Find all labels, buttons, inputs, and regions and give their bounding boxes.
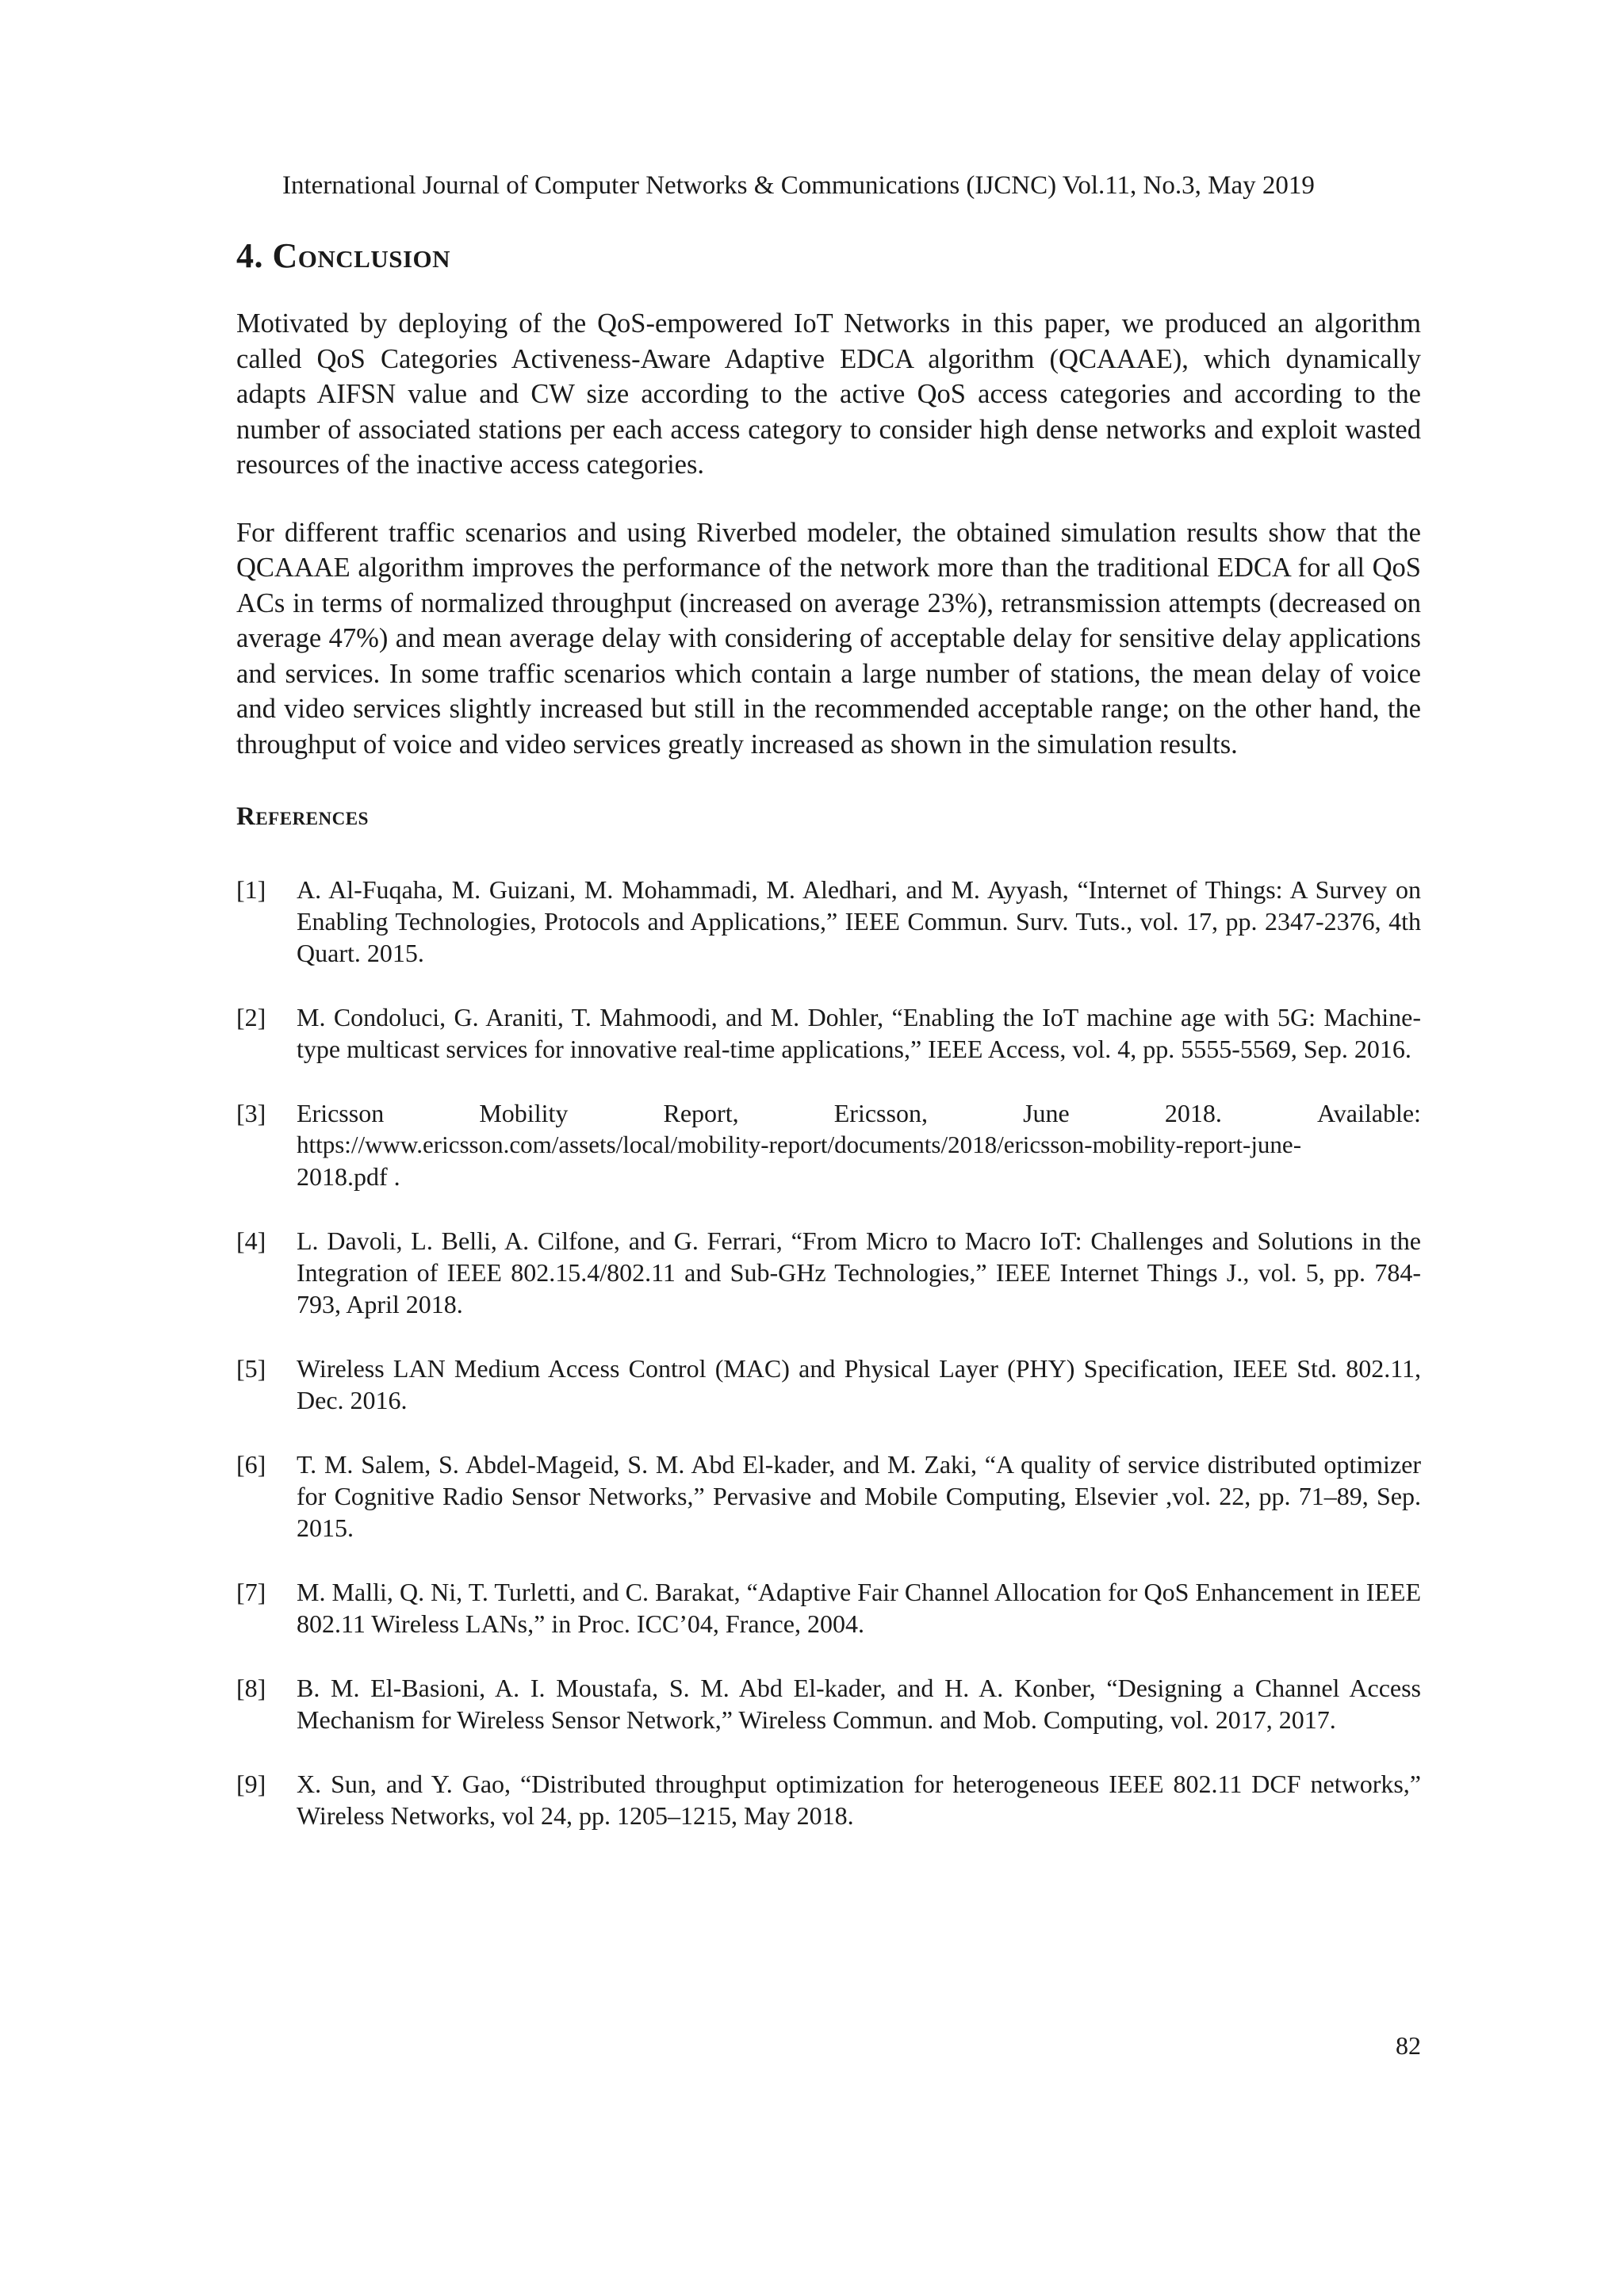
- reference-text: M. Condoluci, G. Araniti, T. Mahmoodi, and M. Dohler, “Enabling the IoT machine age with 5G: Machine-type multicast services for innovative real-time applications,” IEEE Access, vol. 4, pp. 5555-5569, Sep. 2016.: [297, 1003, 1421, 1063]
- reference-number: [3]: [236, 1099, 266, 1127]
- reference-word: 2018.: [1164, 1099, 1222, 1127]
- reference-number: [1]: [236, 875, 266, 904]
- reference-item: [236, 1097, 1421, 1192]
- reference-text: M. Malli, Q. Ni, T. Turletti, and C. Barakat, “Adaptive Fair Channel Allocation for QoS Enhancement in IEEE 802.11 Wireless LANs,” in Proc. ICC’04, France, 2004.: [297, 1578, 1421, 1638]
- reference-url[interactable]: https://www.ericsson.com/assets/local/mobility-report/documents/2018/ericsson-mobility-report-june-: [297, 1131, 1302, 1158]
- reference-item: [236, 1672, 1421, 1735]
- reference-text: Wireless LAN Medium Access Control (MAC) and Physical Layer (PHY) Specification, IEEE Std. 802.11, Dec. 2016.: [297, 1354, 1421, 1414]
- reference-item: [236, 1448, 1421, 1544]
- reference-item: [236, 1576, 1421, 1640]
- reference-url-tail: 2018.pdf .: [297, 1162, 400, 1191]
- reference-list: [236, 874, 1421, 1831]
- reference-number: [9]: [236, 1770, 266, 1798]
- conclusion-paragraph: For different traffic scenarios and using Riverbed modeler, the obtained simulation results show that the QCAAAE algorithm improves the performance of the network more than the traditional EDCA for all QoS ACs in terms of normalized throughput (increased on average 23%), retransmission attempts (decreased on average 47%) and mean average delay with considering of acceptable delay for sensitive delay applications and services. In some traffic scenarios which contain a large number of stations, the mean delay of voice and video services slightly increased but still in the recommended acceptable range; on the other hand, the throughput of voice and video services greatly increased as shown in the simulation results.: [236, 517, 1421, 760]
- page-content: [236, 235, 1421, 1864]
- reference-text: [297, 1097, 1421, 1192]
- reference-word: Ericsson: [297, 1099, 385, 1127]
- conclusion-paragraph: Motivated by deploying of the QoS-empowered IoT Networks in this paper, we produced an algorithm called QoS Categories Activeness-Aware Adaptive EDCA algorithm (QCAAAE), which dynamically adapts AIFSN value and CW size according to the active QoS access categories and according to the number of associated stations per each access category to consider high dense networks and exploit wasted resources of the inactive access categories.: [236, 308, 1421, 480]
- reference-number: [4]: [236, 1226, 266, 1255]
- reference-word: Report,: [663, 1099, 739, 1127]
- reference-number: [7]: [236, 1578, 266, 1606]
- reference-item: [236, 874, 1421, 969]
- reference-item: [236, 1001, 1421, 1065]
- reference-item: [236, 1225, 1421, 1320]
- page-number: 82: [1396, 2031, 1421, 2060]
- reference-text: B. M. El-Basioni, A. I. Moustafa, S. M. Abd El-kader, and H. A. Konber, “Designing a Channel Access Mechanism for Wireless Sensor Network,” Wireless Commun. and Mob. Computing, vol. 2017, 2017.: [297, 1674, 1421, 1734]
- reference-number: [2]: [236, 1003, 266, 1031]
- reference-number: [8]: [236, 1674, 266, 1702]
- reference-text: T. M. Salem, S. Abdel-Mageid, S. M. Abd El-kader, and M. Zaki, “A quality of service distributed optimizer for Cognitive Radio Sensor Networks,” Pervasive and Mobile Computing, Elsevier ,vol. 22, pp. 71–89, Sep. 2015.: [297, 1450, 1421, 1542]
- reference-word: Mobility: [479, 1099, 569, 1127]
- references-heading: References: [236, 802, 369, 831]
- reference-number: [6]: [236, 1450, 266, 1479]
- running-header: International Journal of Computer Networks & Communications (IJCNC) Vol.11, No.3, May 2019: [282, 171, 1315, 200]
- reference-word: June: [1023, 1099, 1070, 1127]
- reference-source-line: [297, 1097, 1421, 1129]
- reference-number: [5]: [236, 1354, 266, 1383]
- reference-text: X. Sun, and Y. Gao, “Distributed throughput optimization for heterogeneous IEEE 802.11 DCF networks,” Wireless Networks, vol 24, pp. 1205–1215, May 2018.: [297, 1770, 1421, 1830]
- reference-text: L. Davoli, L. Belli, A. Cilfone, and G. Ferrari, “From Micro to Macro IoT: Challenges and Solutions in the Integration of IEEE 802.15.4/802.11 and Sub-GHz Technologies,” IEEE Internet Things J., vol. 5, pp. 784-793, April 2018.: [297, 1226, 1421, 1318]
- reference-item: [236, 1353, 1421, 1416]
- conclusion-heading: 4. Conclusion: [236, 236, 451, 275]
- reference-word: Available:: [1317, 1099, 1421, 1127]
- reference-text: A. Al-Fuqaha, M. Guizani, M. Mohammadi, M. Aledhari, and M. Ayyash, “Internet of Things: A Survey on Enabling Technologies, Protocols and Applications,” IEEE Commun. Surv. Tuts., vol. 17, pp. 2347-2376, 4th Quart. 2015.: [297, 875, 1421, 967]
- reference-word: Ericsson,: [833, 1099, 928, 1127]
- reference-item: [236, 1768, 1421, 1831]
